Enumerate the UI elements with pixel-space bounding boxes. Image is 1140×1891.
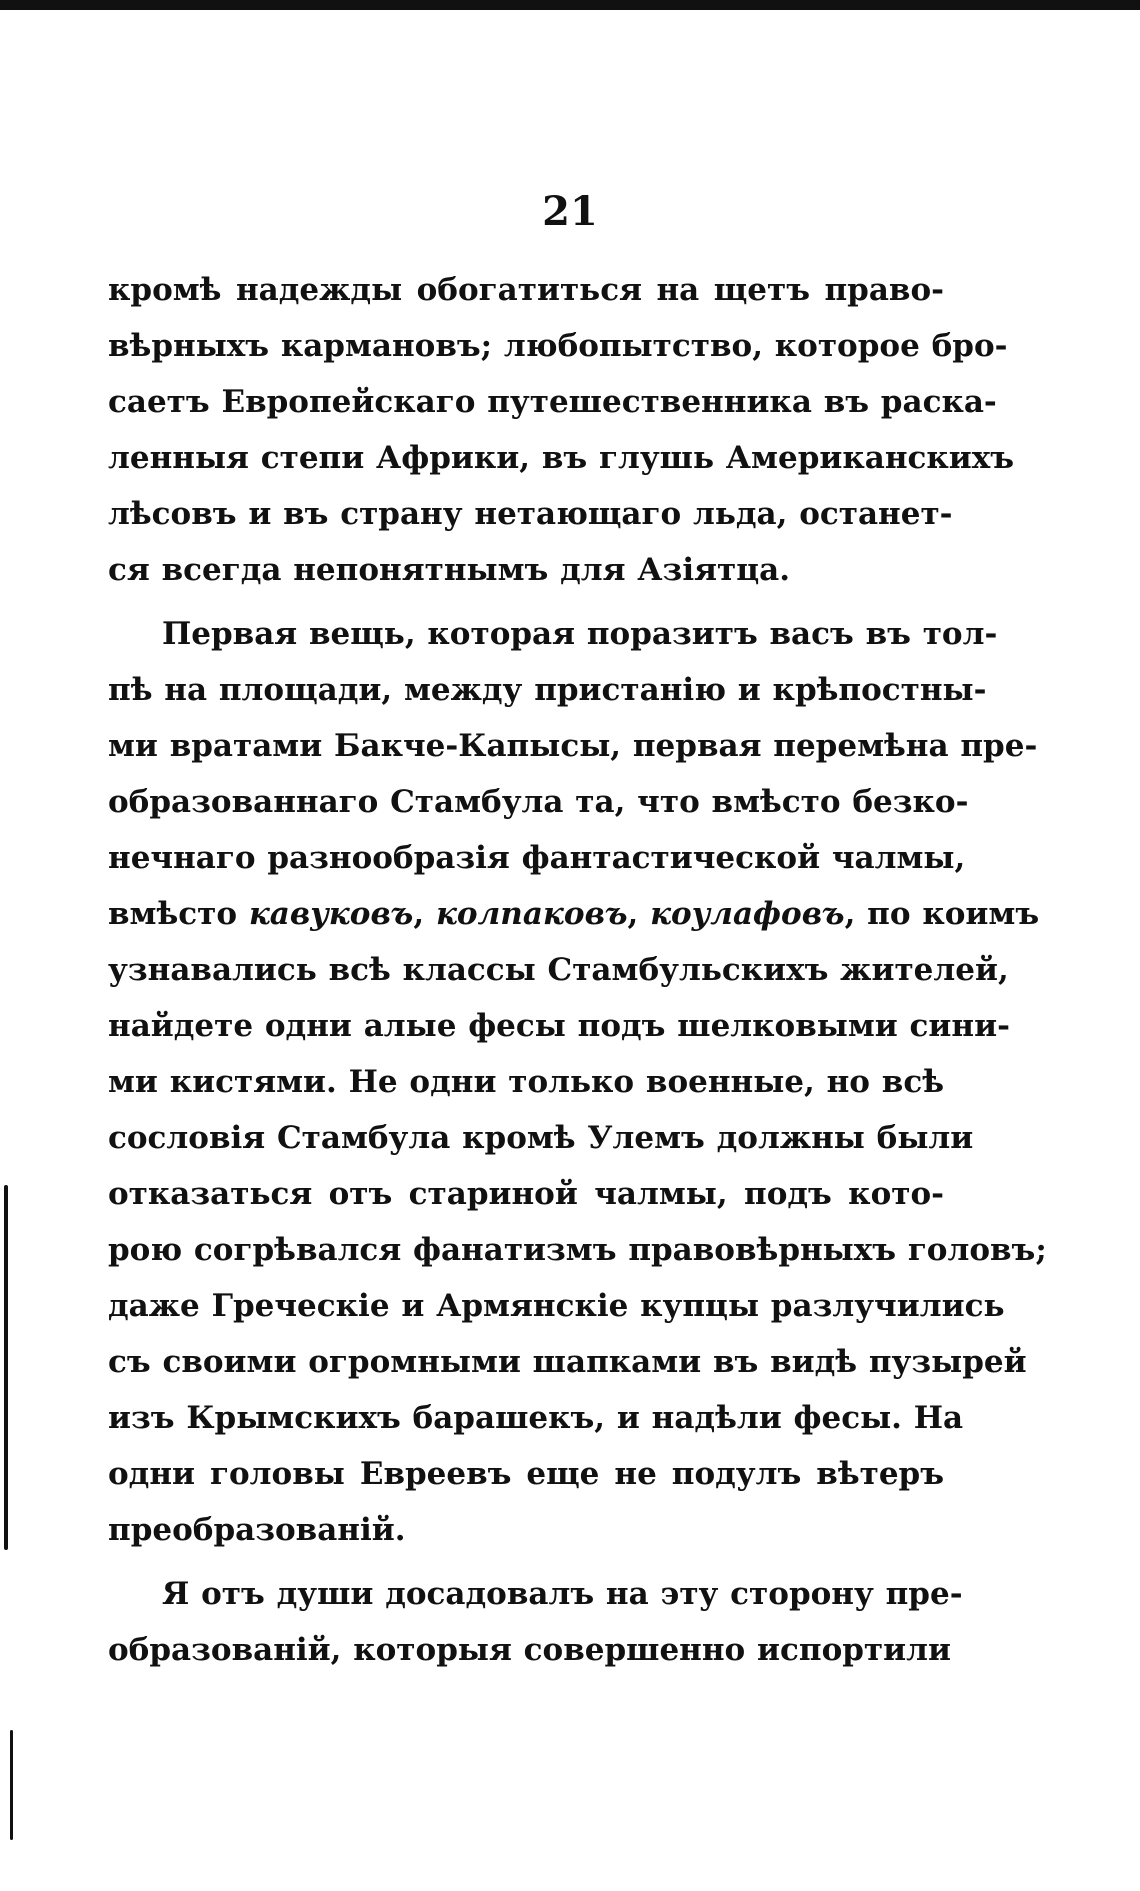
- text-line: нечнаго разнообразія фантастической чалмы,: [108, 840, 966, 876]
- text-line: вѣрныхъ кармановъ; любопытство, которое бро-: [108, 328, 1008, 364]
- paragraph: [108, 606, 1047, 1558]
- text-line: кромѣ надежды обогатиться на щетъ право-: [108, 272, 944, 308]
- text-line: вмѣсто кавуковъ, колпаковъ, коулафовъ, по коимъ: [108, 896, 1040, 932]
- text-line: преобразованій.: [108, 1512, 406, 1548]
- text-line: изъ Крымскихъ барашекъ, и надѣли фесы. На: [108, 1400, 964, 1436]
- paragraph: [108, 1566, 963, 1678]
- text-line: ся всегда непонятнымъ для Азіятца.: [108, 552, 791, 588]
- text-line: лѣсовъ и въ страну нетающаго льда, останет-: [108, 496, 953, 532]
- text-line: даже Греческіе и Армянскіе купцы разлучились: [108, 1288, 1005, 1324]
- italic-term: коулафовъ: [650, 896, 845, 932]
- text-line: образованій, которыя совершенно испортили: [108, 1632, 951, 1668]
- italic-term: кавуковъ: [248, 896, 414, 932]
- text-line: ленныя степи Африки, въ глушь Американскихъ: [108, 440, 1015, 476]
- binding-edge-mark: [4, 1185, 8, 1550]
- text-line: найдете одни алые фесы подъ шелковыми сини-: [108, 1008, 1010, 1044]
- text-line: Я отъ души досадовалъ на эту сторону пре-: [162, 1576, 963, 1612]
- text-line: съ своими огромными шапками въ видѣ пузырей: [108, 1344, 1027, 1380]
- page-top-edge: [0, 0, 1140, 10]
- text-line: рою согрѣвался фанатизмъ правовѣрныхъ головъ;: [108, 1232, 1047, 1268]
- text-line: сословія Стамбула кромѣ Улемъ должны были: [108, 1120, 974, 1156]
- text-line: Первая вещь, которая поразитъ васъ въ тол-: [162, 616, 998, 652]
- text-line: узнавались всѣ классы Стамбульскихъ жителей,: [108, 952, 1009, 988]
- paragraph: [108, 262, 1015, 598]
- text-line: одни головы Евреевъ еще не подулъ вѣтеръ: [108, 1456, 944, 1492]
- page-number: 21: [542, 188, 598, 235]
- text-line: отказаться отъ стариной чалмы, подъ кото-: [108, 1176, 944, 1212]
- binding-edge-mark: [10, 1730, 13, 1840]
- text-line: пѣ на площади, между пристанію и крѣпостны-: [108, 672, 987, 708]
- page-body: [108, 262, 1047, 1678]
- text-line: ми кистями. Не одни только военные, но всѣ: [108, 1064, 944, 1100]
- text-line: саетъ Европейскаго путешественника въ раска-: [108, 384, 997, 420]
- text-line: образованнаго Стамбула та, что вмѣсто безко-: [108, 784, 969, 820]
- text-line: ми вратами Бакче-Капысы, первая перемѣна пре-: [108, 728, 1038, 764]
- italic-term: колпаковъ: [435, 896, 628, 932]
